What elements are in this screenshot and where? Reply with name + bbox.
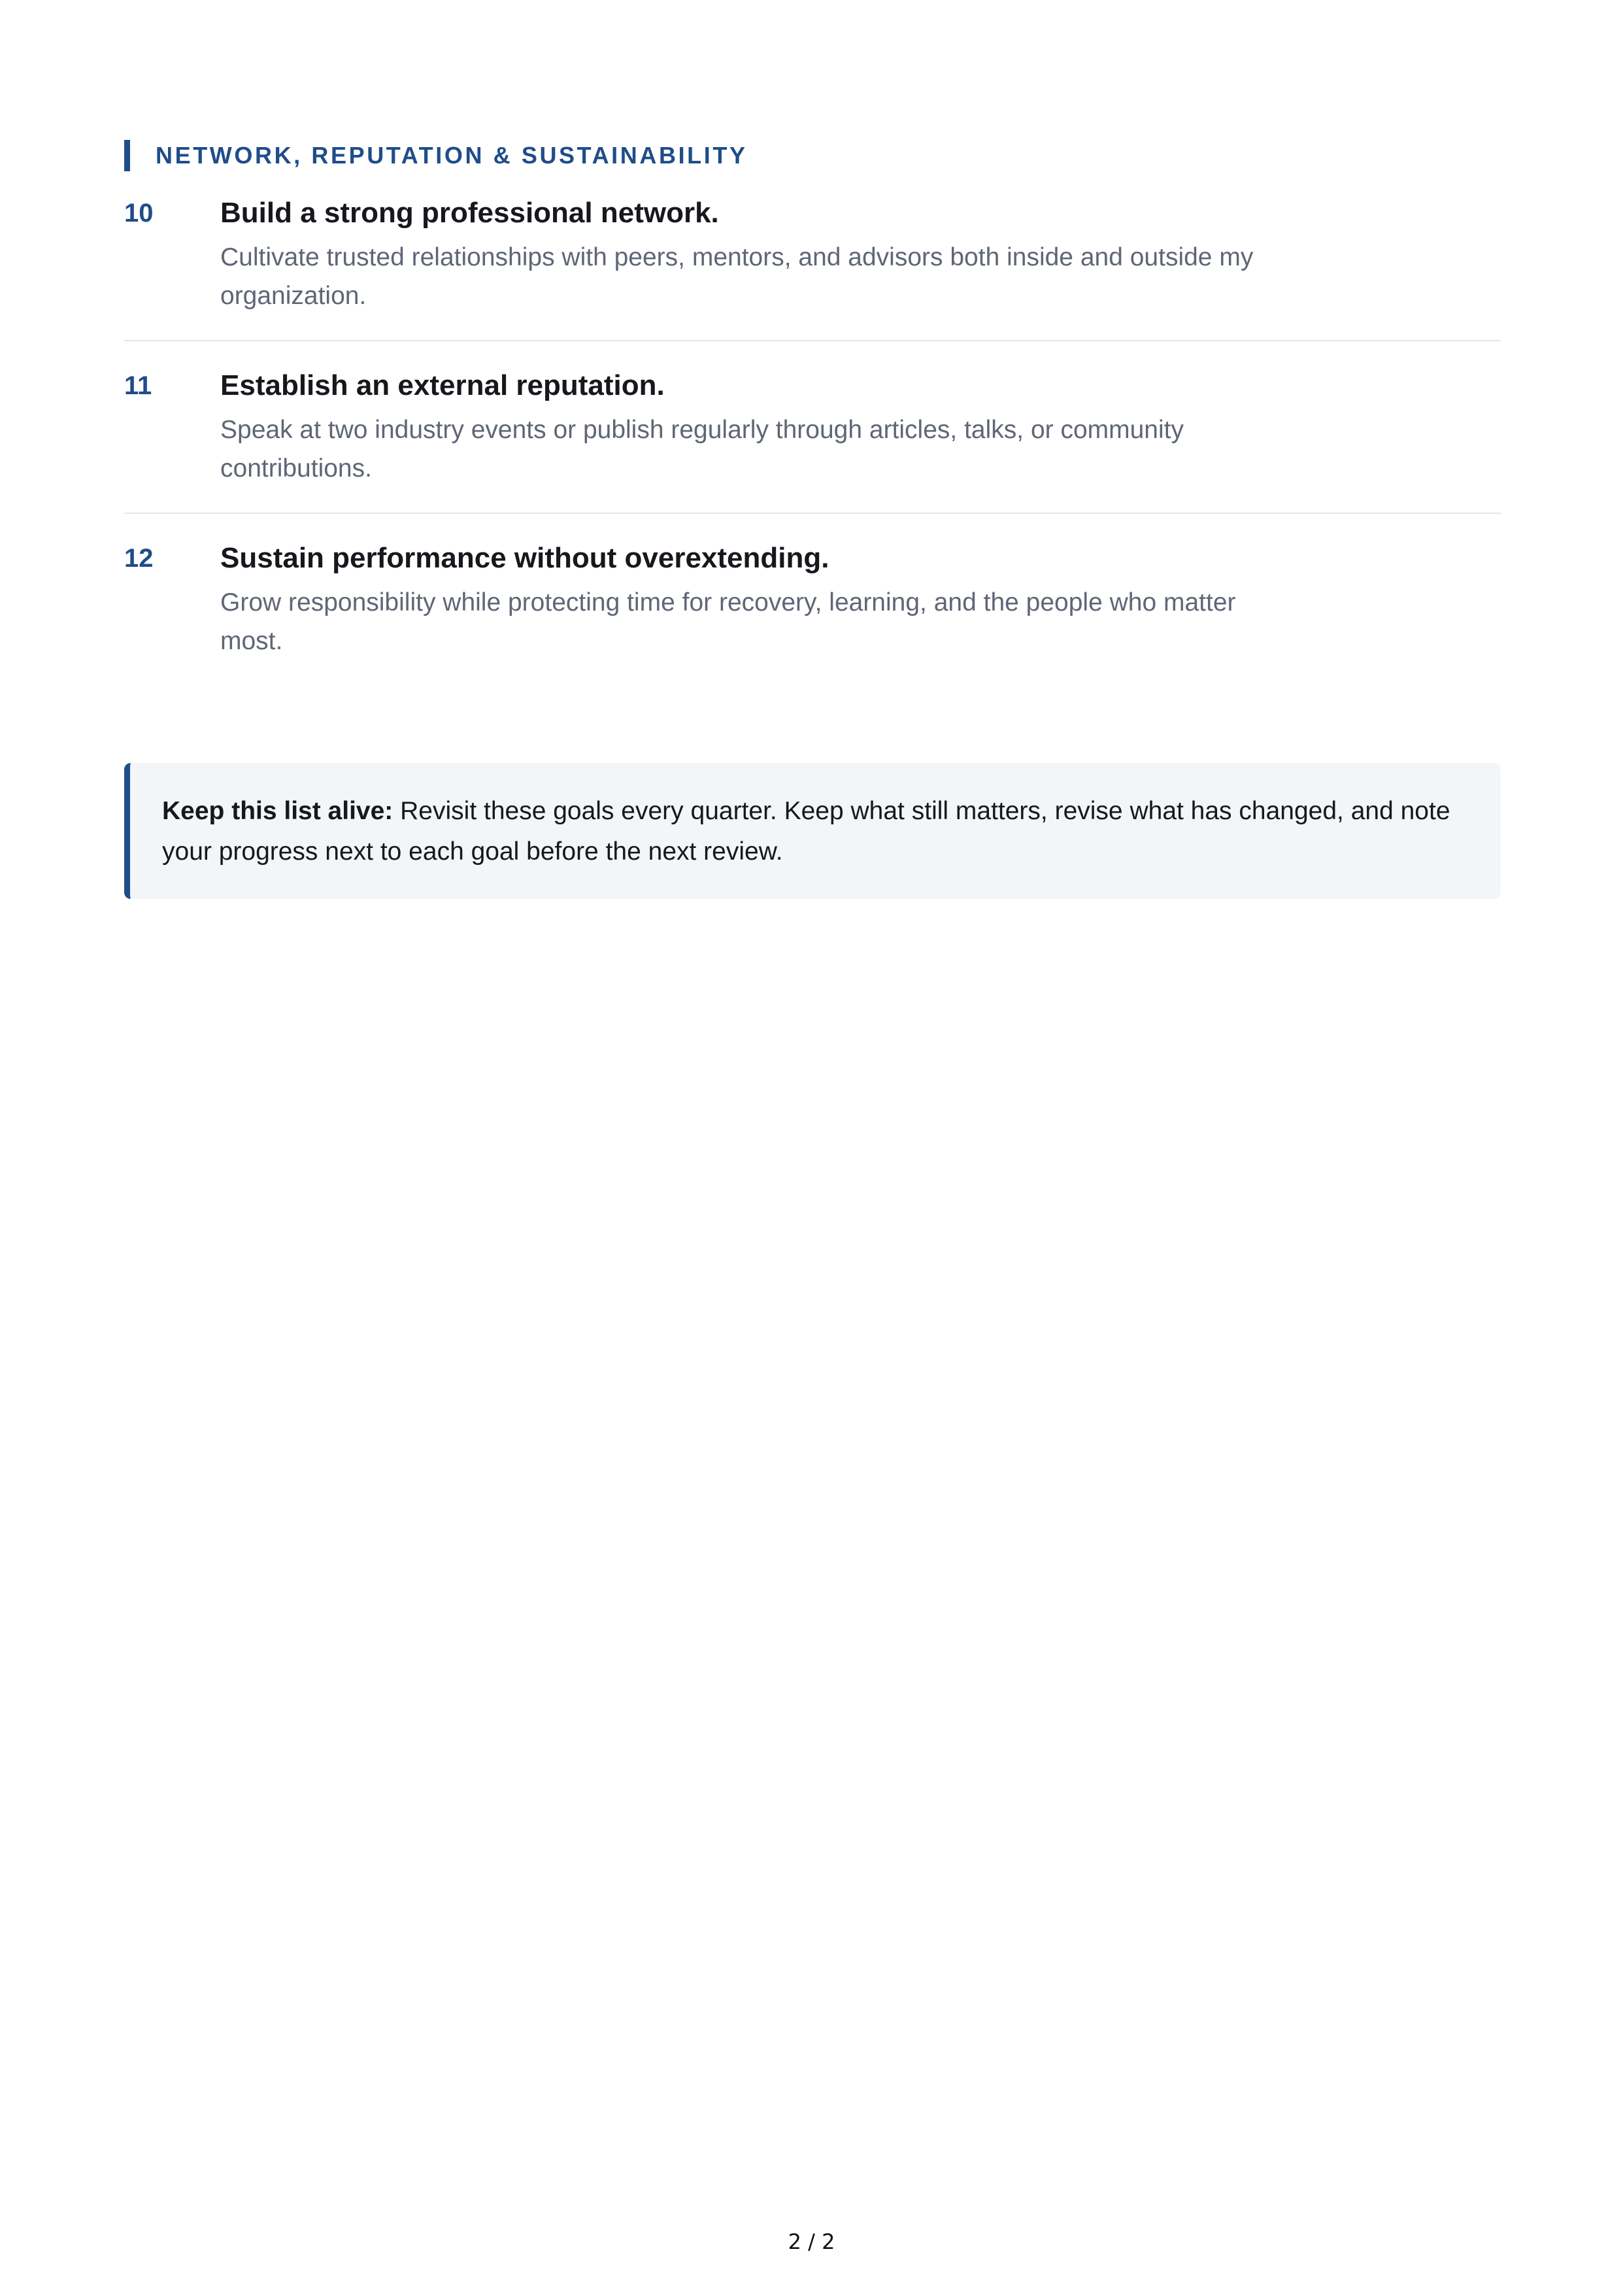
callout-lead: Keep this list alive: — [162, 797, 393, 825]
goal-list — [124, 195, 1501, 685]
goal-description: Cultivate trusted relationships with peers, mentors, and advisors both inside and outside my organization. — [220, 243, 1254, 310]
goal-title: Establish an external reputation. — [220, 369, 665, 401]
section-heading — [124, 137, 1501, 174]
callout-text: Revisit these goals every quarter. Keep what still matters, revise what has changed, and note your progress next to each goal before the next review. — [162, 797, 1450, 866]
goal-number: 12 — [124, 544, 154, 573]
goal-description: Grow responsibility while protecting time for recovery, learning, and the people who matter most. — [220, 588, 1236, 655]
goal-description: Speak at two industry events or publish regularly through articles, talks, or community contributions. — [220, 416, 1184, 482]
goal-title: Build a strong professional network. — [220, 197, 719, 229]
goal-number: 10 — [124, 199, 154, 228]
goal-body — [220, 367, 1266, 488]
goal-item-10 — [124, 195, 1501, 341]
goal-item-12 — [124, 514, 1501, 685]
callout-note — [124, 763, 1501, 899]
document-page — [124, 137, 1501, 685]
goal-body — [220, 195, 1266, 315]
goal-number: 11 — [124, 371, 152, 400]
section-accent-bar — [124, 140, 130, 171]
section-title: NETWORK, REPUTATION & SUSTAINABILITY — [156, 142, 748, 169]
page-number: 2 / 2 — [788, 2229, 835, 2254]
goal-title: Sustain performance without overextending. — [220, 542, 829, 574]
goal-body — [220, 540, 1266, 660]
goal-item-11 — [124, 341, 1501, 514]
